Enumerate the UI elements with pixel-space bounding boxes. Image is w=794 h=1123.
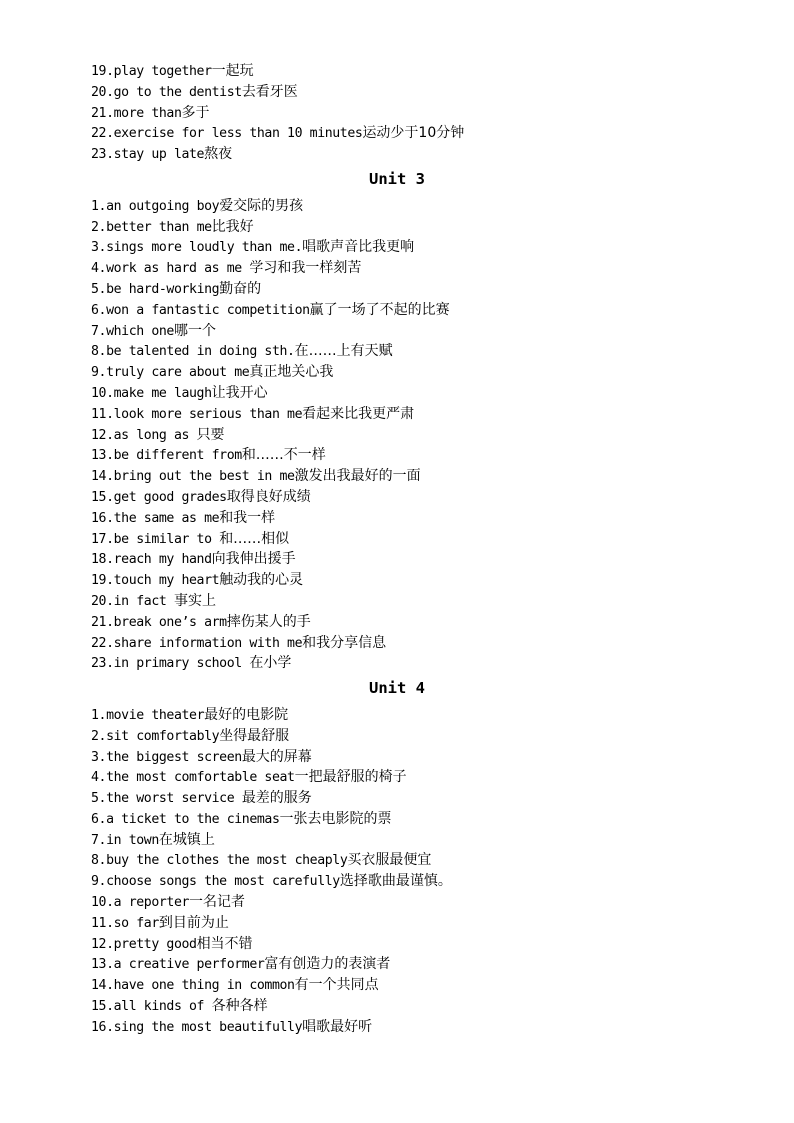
vocab-item xyxy=(91,767,711,788)
chinese-meaning: 和……不一样 xyxy=(241,447,326,464)
item-number: 14. xyxy=(91,469,114,485)
chinese-meaning: 多于 xyxy=(181,104,210,121)
vocabulary-page xyxy=(91,61,711,1038)
vocab-section xyxy=(91,678,711,1038)
item-number: 15. xyxy=(91,999,114,1015)
item-number: 16. xyxy=(91,1019,114,1035)
item-number: 23. xyxy=(91,656,114,672)
english-phrase: an outgoing boy xyxy=(106,198,220,214)
item-number: 4. xyxy=(91,261,107,277)
chinese-meaning: 在小学 xyxy=(249,655,292,672)
vocab-item xyxy=(91,954,711,975)
vocab-item xyxy=(91,996,711,1017)
item-number: 22. xyxy=(91,126,114,142)
vocab-item xyxy=(91,258,711,279)
chinese-meaning: 运动少于10分钟 xyxy=(362,125,465,142)
english-phrase: won a fantastic competition xyxy=(106,302,310,318)
vocab-section xyxy=(91,169,711,674)
item-number: 21. xyxy=(91,614,114,630)
item-number: 6. xyxy=(91,811,107,827)
item-number: 8. xyxy=(91,853,107,869)
chinese-meaning: 到目前为止 xyxy=(158,914,229,931)
item-number: 16. xyxy=(91,510,114,526)
english-phrase: movie theater xyxy=(106,707,205,723)
chinese-meaning: 比我好 xyxy=(211,218,254,235)
chinese-meaning: 有一个共同点 xyxy=(294,977,379,994)
item-number: 6. xyxy=(91,302,107,318)
english-phrase: the most comfortable seat xyxy=(106,770,295,786)
vocab-item xyxy=(91,487,711,508)
item-number: 7. xyxy=(91,832,107,848)
english-phrase: choose songs the most carefully xyxy=(106,874,340,890)
vocab-item xyxy=(91,217,711,238)
vocab-item xyxy=(91,383,711,404)
vocab-item xyxy=(91,612,711,633)
chinese-meaning: 勤奋的 xyxy=(219,280,262,297)
item-number: 1. xyxy=(91,707,107,723)
vocab-item xyxy=(91,279,711,300)
english-phrase: better than me xyxy=(106,219,212,235)
unit-heading: Unit 3 xyxy=(369,169,425,188)
vocab-item xyxy=(91,850,711,871)
chinese-meaning: 选择歌曲最谨慎。 xyxy=(339,873,452,890)
english-phrase: pretty good xyxy=(113,936,197,952)
unit-heading: Unit 4 xyxy=(369,679,425,698)
vocab-item xyxy=(91,362,711,383)
item-number: 19. xyxy=(91,573,114,589)
vocab-item xyxy=(91,466,711,487)
item-number: 9. xyxy=(91,874,107,890)
vocab-item xyxy=(91,82,711,103)
vocab-item xyxy=(91,425,711,446)
chinese-meaning: 赢了一场了不起的比赛 xyxy=(309,301,450,318)
vocab-item xyxy=(91,653,711,674)
english-phrase: bring out the best in me xyxy=(113,469,295,485)
vocab-item xyxy=(91,892,711,913)
item-number: 10. xyxy=(91,385,114,401)
chinese-meaning: 唱歌最好听 xyxy=(302,1018,373,1035)
item-number: 3. xyxy=(91,749,107,765)
item-number: 23. xyxy=(91,147,114,163)
chinese-meaning: 相当不错 xyxy=(196,935,253,952)
item-number: 13. xyxy=(91,448,114,464)
vocab-item xyxy=(91,103,711,124)
vocab-section xyxy=(91,61,711,165)
vocab-item xyxy=(91,570,711,591)
item-number: 3. xyxy=(91,240,107,256)
chinese-meaning: 去看牙医 xyxy=(241,83,298,100)
vocab-item xyxy=(91,809,711,830)
item-number: 9. xyxy=(91,365,107,381)
item-number: 21. xyxy=(91,105,114,121)
item-number: 13. xyxy=(91,957,114,973)
chinese-meaning: 和我一样 xyxy=(219,509,276,526)
english-phrase: so far xyxy=(113,915,159,931)
item-number: 8. xyxy=(91,344,107,360)
item-number: 12. xyxy=(91,427,114,443)
item-number: 19. xyxy=(91,64,114,79)
vocab-item xyxy=(91,321,711,342)
english-phrase: be talented in doing sth. xyxy=(106,344,295,360)
english-phrase: as long as xyxy=(113,427,197,443)
chinese-meaning: 学习和我一样刻苦 xyxy=(249,260,362,277)
english-phrase: the worst service xyxy=(106,791,242,807)
item-number: 1. xyxy=(91,198,107,214)
item-number: 11. xyxy=(91,915,114,931)
chinese-meaning: 只要 xyxy=(196,426,225,443)
chinese-meaning: 一张去电影院的票 xyxy=(279,810,392,827)
chinese-meaning: 爱交际的男孩 xyxy=(219,197,304,214)
chinese-meaning: 买衣服最便宜 xyxy=(347,852,432,869)
item-number: 4. xyxy=(91,770,107,786)
item-number: 5. xyxy=(91,281,107,297)
item-number: 12. xyxy=(91,936,114,952)
english-phrase: all kinds of xyxy=(113,999,212,1015)
item-number: 7. xyxy=(91,323,107,339)
english-phrase: have one thing in common xyxy=(113,978,295,994)
vocab-item xyxy=(91,871,711,892)
item-number: 10. xyxy=(91,895,114,911)
chinese-meaning: 和我分享信息 xyxy=(302,634,387,651)
english-phrase: play together xyxy=(113,64,212,79)
vocab-item xyxy=(91,508,711,529)
chinese-meaning: 一起玩 xyxy=(211,63,254,79)
vocab-item xyxy=(91,747,711,768)
vocab-item xyxy=(91,549,711,570)
vocab-item xyxy=(91,404,711,425)
vocab-item xyxy=(91,591,711,612)
english-phrase: be different from xyxy=(113,448,242,464)
chinese-meaning: 富有创造力的表演者 xyxy=(264,956,391,973)
english-phrase: stay up late xyxy=(113,147,205,163)
english-phrase: in fact xyxy=(113,593,174,609)
vocab-item xyxy=(91,633,711,654)
english-phrase: reach my hand xyxy=(113,552,212,568)
chinese-meaning: 熬夜 xyxy=(204,146,233,163)
chinese-meaning: 向我伸出援手 xyxy=(211,551,296,568)
english-phrase: truly care about me xyxy=(106,365,250,381)
vocab-item xyxy=(91,705,711,726)
english-phrase: in town xyxy=(106,832,159,848)
chinese-meaning: 触动我的心灵 xyxy=(219,572,304,589)
english-phrase: the same as me xyxy=(113,510,220,526)
chinese-meaning: 各种各样 xyxy=(211,998,268,1015)
english-phrase: work as hard as me xyxy=(106,261,250,277)
english-phrase: share information with me xyxy=(113,635,303,651)
chinese-meaning: 和……相似 xyxy=(219,530,290,547)
vocab-item xyxy=(91,144,711,165)
english-phrase: which one xyxy=(106,323,174,339)
item-number: 22. xyxy=(91,635,114,651)
vocab-item xyxy=(91,975,711,996)
chinese-meaning: 一把最舒服的椅子 xyxy=(294,769,407,786)
chinese-meaning: 在……上有天赋 xyxy=(294,343,393,360)
chinese-meaning: 最好的电影院 xyxy=(204,706,289,723)
chinese-meaning: 看起来比我更严肃 xyxy=(302,405,415,422)
english-phrase: look more serious than me xyxy=(113,406,303,422)
item-number: 20. xyxy=(91,593,114,609)
item-number: 14. xyxy=(91,978,114,994)
english-phrase: get good grades xyxy=(113,489,227,505)
english-phrase: sing the most beautifully xyxy=(113,1019,303,1035)
english-phrase: a ticket to the cinemas xyxy=(106,811,280,827)
vocab-item xyxy=(91,529,711,550)
english-phrase: a reporter xyxy=(113,895,190,911)
item-number: 17. xyxy=(91,531,114,547)
vocab-item xyxy=(91,300,711,321)
chinese-meaning: 在城镇上 xyxy=(158,831,215,848)
vocab-item xyxy=(91,934,711,955)
chinese-meaning: 让我开心 xyxy=(211,384,268,401)
chinese-meaning: 取得良好成绩 xyxy=(226,488,311,505)
english-phrase: buy the clothes the most cheaply xyxy=(106,853,348,869)
vocab-item xyxy=(91,830,711,851)
chinese-meaning: 真正地关心我 xyxy=(249,364,334,381)
vocab-item xyxy=(91,61,711,82)
vocab-item xyxy=(91,445,711,466)
item-number: 5. xyxy=(91,791,107,807)
chinese-meaning: 坐得最舒服 xyxy=(219,727,290,744)
english-phrase: be similar to xyxy=(113,531,220,547)
chinese-meaning: 激发出我最好的一面 xyxy=(294,468,421,485)
english-phrase: a creative performer xyxy=(113,957,265,973)
english-phrase: sit comfortably xyxy=(106,728,220,744)
item-number: 11. xyxy=(91,406,114,422)
english-phrase: more than xyxy=(113,105,182,121)
english-phrase: sings more loudly than me. xyxy=(106,240,303,256)
vocab-item xyxy=(91,196,711,217)
item-number: 20. xyxy=(91,84,114,100)
chinese-meaning: 最差的服务 xyxy=(241,790,312,807)
english-phrase: touch my heart xyxy=(113,573,220,589)
english-phrase: the biggest screen xyxy=(106,749,242,765)
english-phrase: break one’s arm xyxy=(113,614,227,630)
vocab-item xyxy=(91,726,711,747)
vocab-item xyxy=(91,1017,711,1038)
item-number: 2. xyxy=(91,728,107,744)
chinese-meaning: 事实上 xyxy=(173,592,216,609)
chinese-meaning: 哪一个 xyxy=(173,322,216,339)
chinese-meaning: 摔伤某人的手 xyxy=(226,613,311,630)
english-phrase: in primary school xyxy=(113,656,250,672)
vocab-item xyxy=(91,913,711,934)
vocab-item xyxy=(91,788,711,809)
item-number: 15. xyxy=(91,489,114,505)
english-phrase: be hard-working xyxy=(106,281,220,297)
item-number: 2. xyxy=(91,219,107,235)
chinese-meaning: 唱歌声音比我更响 xyxy=(302,239,415,256)
vocab-item xyxy=(91,341,711,362)
chinese-meaning: 一名记者 xyxy=(189,894,246,911)
english-phrase: go to the dentist xyxy=(113,84,242,100)
vocab-item xyxy=(91,123,711,144)
english-phrase: make me laugh xyxy=(113,385,212,401)
chinese-meaning: 最大的屏幕 xyxy=(241,748,312,765)
english-phrase: exercise for less than 10 minutes xyxy=(113,126,363,142)
vocab-item xyxy=(91,237,711,258)
item-number: 18. xyxy=(91,552,114,568)
